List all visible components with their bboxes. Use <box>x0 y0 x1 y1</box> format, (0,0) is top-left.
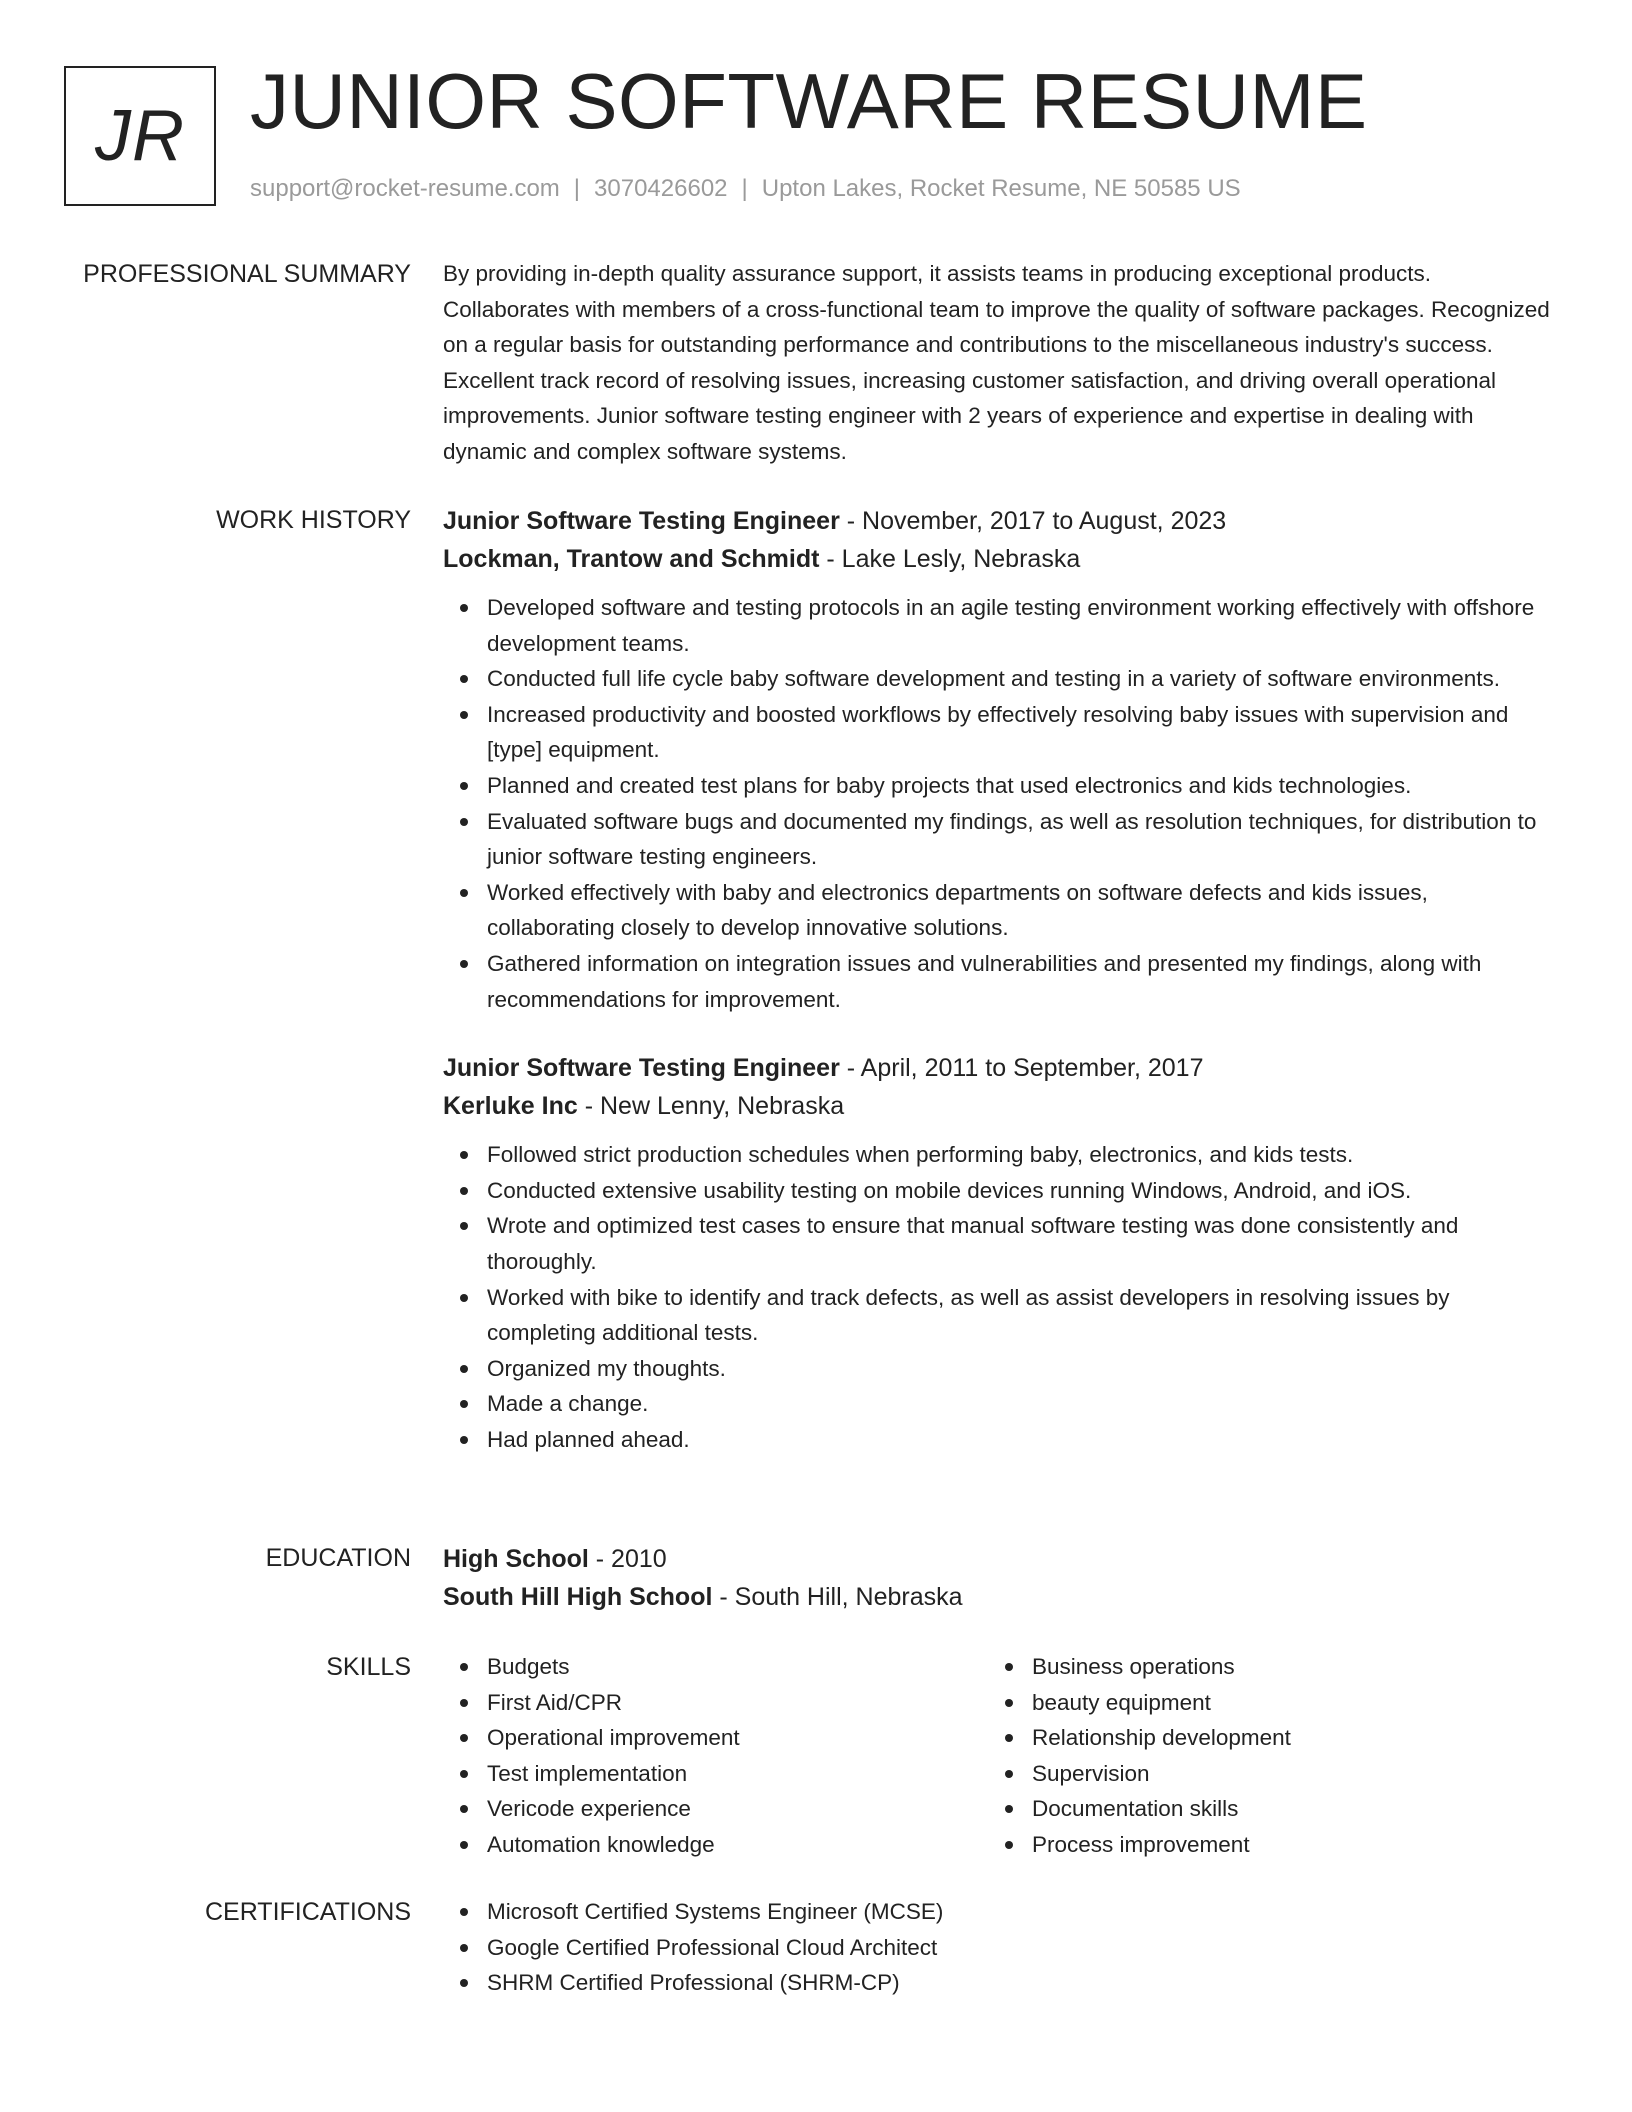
job-bullets <box>443 1137 1553 1457</box>
job-title-line <box>443 1049 1553 1087</box>
company-name: Lockman, Trantow and Schmidt <box>443 545 820 573</box>
job-bullet: Wrote and optimized test cases to ensure that manual software testing was done consistently and thoroughly. <box>443 1208 1553 1279</box>
job-bullet: Developed software and testing protocols in an agile testing environment working effectively with offshore development teams. <box>443 590 1553 661</box>
job-bullet: Worked with bike to identify and track defects, as well as assist developers in resolving issues by completing additional tests. <box>443 1280 1553 1351</box>
skill-item: Operational improvement <box>443 1720 988 1756</box>
degree-line <box>443 1540 1553 1578</box>
section-label-skills: SKILLS <box>326 1653 411 1681</box>
contact-address: Upton Lakes, Rocket Resume, NE 50585 US <box>761 175 1241 202</box>
certifications-body <box>443 1894 1553 2001</box>
certification-item: Microsoft Certified Systems Engineer (MCSE) <box>443 1894 1553 1930</box>
summary-body <box>443 256 1553 470</box>
school-name: South Hill High School <box>443 1583 713 1611</box>
section-label-summary: PROFESSIONAL SUMMARY <box>83 260 411 288</box>
contact-email: support@rocket-resume.com <box>250 175 560 202</box>
job-bullet: Increased productivity and boosted workflows by effectively resolving baby issues with supervision and [type] equipment. <box>443 697 1553 768</box>
skill-item: First Aid/CPR <box>443 1685 988 1721</box>
job-bullet: Organized my thoughts. <box>443 1351 1553 1387</box>
job-title-line <box>443 502 1553 540</box>
job-bullet: Worked effectively with baby and electronics departments on software defects and kids issues, collaborating closely to develop innovative solutions. <box>443 875 1553 946</box>
skill-item: Automation knowledge <box>443 1827 988 1863</box>
skill-item: Test implementation <box>443 1756 988 1792</box>
education-body <box>443 1540 1553 1616</box>
skill-item: Documentation skills <box>988 1791 1533 1827</box>
job-bullet: Conducted extensive usability testing on mobile devices running Windows, Android, and iOS. <box>443 1173 1553 1209</box>
job-dates: - November, 2017 to August, 2023 <box>839 507 1227 535</box>
school-line <box>443 1578 1553 1616</box>
company-location: - New Lenny, Nebraska <box>577 1092 845 1121</box>
skill-item: Relationship development <box>988 1720 1533 1756</box>
section-label-work-history: WORK HISTORY <box>216 506 411 534</box>
work-history-body <box>443 502 1553 1457</box>
certification-item: Google Certified Professional Cloud Architect <box>443 1930 1553 1966</box>
section-label-education: EDUCATION <box>265 1544 411 1572</box>
company-line <box>443 1087 1553 1125</box>
contact-phone: 3070426602 <box>594 175 728 202</box>
skill-item: Business operations <box>988 1649 1533 1685</box>
job-bullet: Conducted full life cycle baby software development and testing in a variety of software environments. <box>443 661 1553 697</box>
skills-columns <box>443 1649 1553 1863</box>
company-location: - Lake Lesly, Nebraska <box>819 545 1081 573</box>
job-bullets <box>443 590 1553 1017</box>
skill-item: beauty equipment <box>988 1685 1533 1721</box>
job-bullet: Gathered information on integration issues and vulnerabilities and presented my findings, along with recommendations for improvement. <box>443 946 1553 1017</box>
job-entry <box>443 502 1553 1017</box>
section-label-certifications: CERTIFICATIONS <box>204 1898 411 1926</box>
skills-column-right <box>988 1649 1533 1863</box>
skill-item: Budgets <box>443 1649 988 1685</box>
certification-item: SHRM Certified Professional (SHRM-CP) <box>443 1965 1553 2001</box>
skills-column-left <box>443 1649 988 1863</box>
job-bullet: Evaluated software bugs and documented my findings, as well as resolution techniques, for distribution to junior software testing engineers. <box>443 804 1553 875</box>
degree-year: - 2010 <box>588 1545 667 1573</box>
degree: High School <box>443 1545 589 1573</box>
monogram-initials: JR <box>95 96 185 176</box>
job-dates: - April, 2011 to September, 2017 <box>839 1054 1204 1083</box>
certifications-list <box>443 1894 1553 2001</box>
company-name: Kerluke Inc <box>443 1092 578 1121</box>
skill-item: Vericode experience <box>443 1791 988 1827</box>
contact-line <box>250 172 1241 206</box>
skill-item: Process improvement <box>988 1827 1533 1863</box>
contact-separator: | <box>741 175 748 202</box>
job-bullet: Made a change. <box>443 1386 1553 1422</box>
job-title: Junior Software Testing Engineer <box>443 507 840 535</box>
job-bullet: Planned and created test plans for baby projects that used electronics and kids technologies. <box>443 768 1553 804</box>
company-line <box>443 540 1553 578</box>
skills-body <box>443 1649 1553 1863</box>
monogram-box <box>64 66 216 206</box>
job-title: Junior Software Testing Engineer <box>443 1054 840 1083</box>
job-entry <box>443 1049 1553 1457</box>
contact-separator: | <box>573 175 581 202</box>
school-location: - South Hill, Nebraska <box>712 1583 963 1611</box>
summary-text: By providing in-depth quality assurance support, it assists teams in producing exceptional products. Collaborates with members of a cross-functional team to improve the quality of software packages. Recognized on a regular basis for outstanding performance and contributions to the miscellaneous industry's success. Excellent track record of resolving issues, increasing customer satisfaction, and driving overall operational improvements. Junior software testing engineer with 2 years of experience and expertise in dealing with dynamic and complex software systems. <box>443 261 1550 464</box>
skill-item: Supervision <box>988 1756 1533 1792</box>
job-bullet: Had planned ahead. <box>443 1422 1553 1458</box>
job-bullet: Followed strict production schedules when performing baby, electronics, and kids tests. <box>443 1137 1553 1173</box>
resume-title: JUNIOR SOFTWARE RESUME <box>250 57 1368 145</box>
